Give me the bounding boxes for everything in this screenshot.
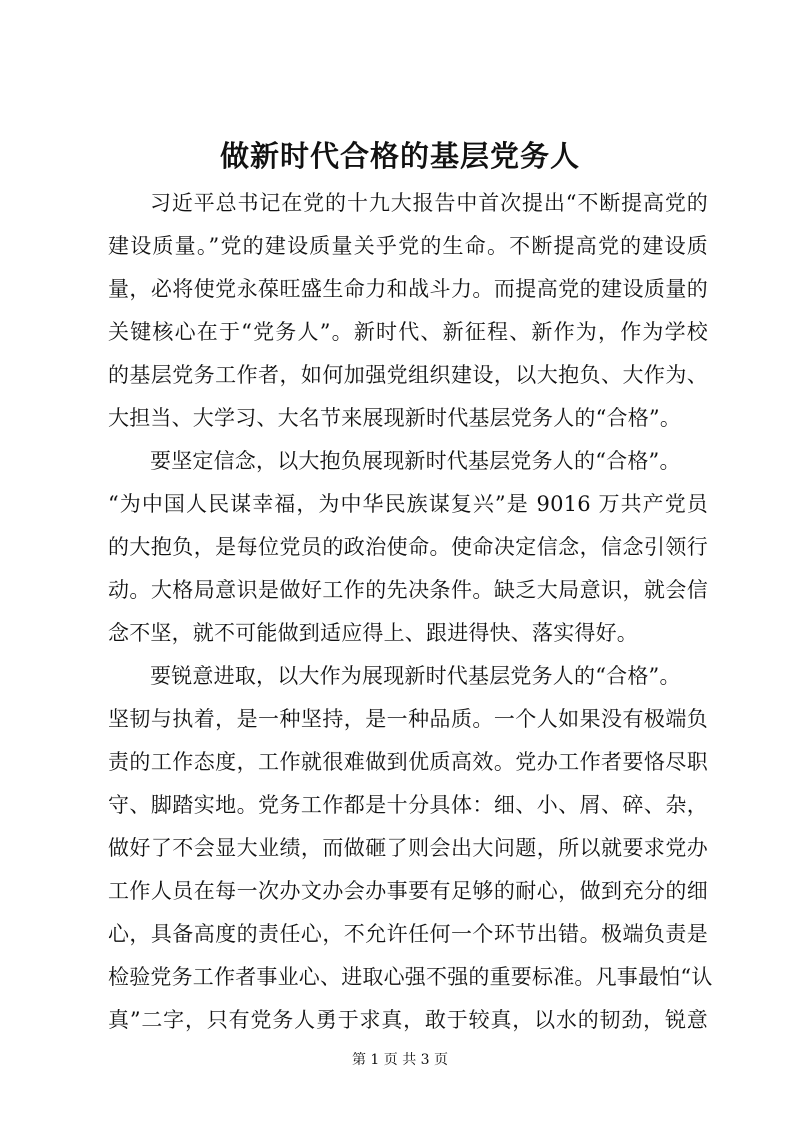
body-line: 的基层党务工作者，如何加强党组织建设，以大抱负、大作为、 [108, 363, 708, 387]
body-line: 守、脚踏实地。党务工作都是十分具体：细、小、屑、碎、杂， [108, 793, 708, 817]
document-body [108, 182, 713, 1042]
body-line: 要锐意进取，以大作为展现新时代基层党务人的“合格”。 [150, 664, 681, 688]
body-line: 坚韧与执着，是一种坚持，是一种品质。一个人如果没有极端负 [108, 707, 708, 731]
body-line: 量，必将使党永葆旺盛生命力和战斗力。而提高党的建设质量的 [108, 277, 708, 301]
body-line: 责的工作态度，工作就很难做到优质高效。党办工作者要恪尽职 [108, 750, 708, 774]
page-title: 做新时代合格的基层党务人 [219, 139, 580, 173]
body-line: 大担当、大学习、大名节来展现新时代基层党务人的“合格”。 [108, 406, 682, 430]
body-line: 做好了不会显大业绩，而做砸了则会出大问题，所以就要求党办 [108, 836, 708, 860]
body-line: 动。大格局意识是做好工作的先决条件。缺乏大局意识，就会信 [108, 578, 708, 602]
body-line: 的大抱负，是每位党员的政治使命。使命决定信念，信念引领行 [108, 535, 708, 559]
body-line: 建设质量。”党的建设质量关乎党的生命。不断提高党的建设质 [108, 234, 708, 258]
body-line: 关键核心在于“党务人”。新时代、新征程、新作为，作为学校 [108, 320, 708, 344]
body-line: 念不坚，就不可能做到适应得上、跟进得快、落实得好。 [108, 621, 638, 645]
body-line: 工作人员在每一次办文办会办事要有足够的耐心，做到充分的细 [108, 879, 708, 903]
body-line: 习近平总书记在党的十九大报告中首次提出“不断提高党的 [150, 191, 708, 215]
body-line: 要坚定信念，以大抱负展现新时代基层党务人的“合格”。 [150, 449, 681, 473]
body-line: “为中国人民谋幸福，为中华民族谋复兴”是 9016 万共产党员 [108, 492, 708, 516]
body-line: 检验党务工作者事业心、进取心强不强的重要标准。凡事最怕“认 [108, 965, 713, 989]
page-footer: 第 1 页 共 3 页 [351, 1052, 449, 1068]
body-line: 真”二字，只有党务人勇于求真，敢于较真，以水的韧劲，锐意 [108, 1008, 708, 1032]
body-line: 心，具备高度的责任心，不允许任何一个环节出错。极端负责是 [108, 922, 708, 946]
